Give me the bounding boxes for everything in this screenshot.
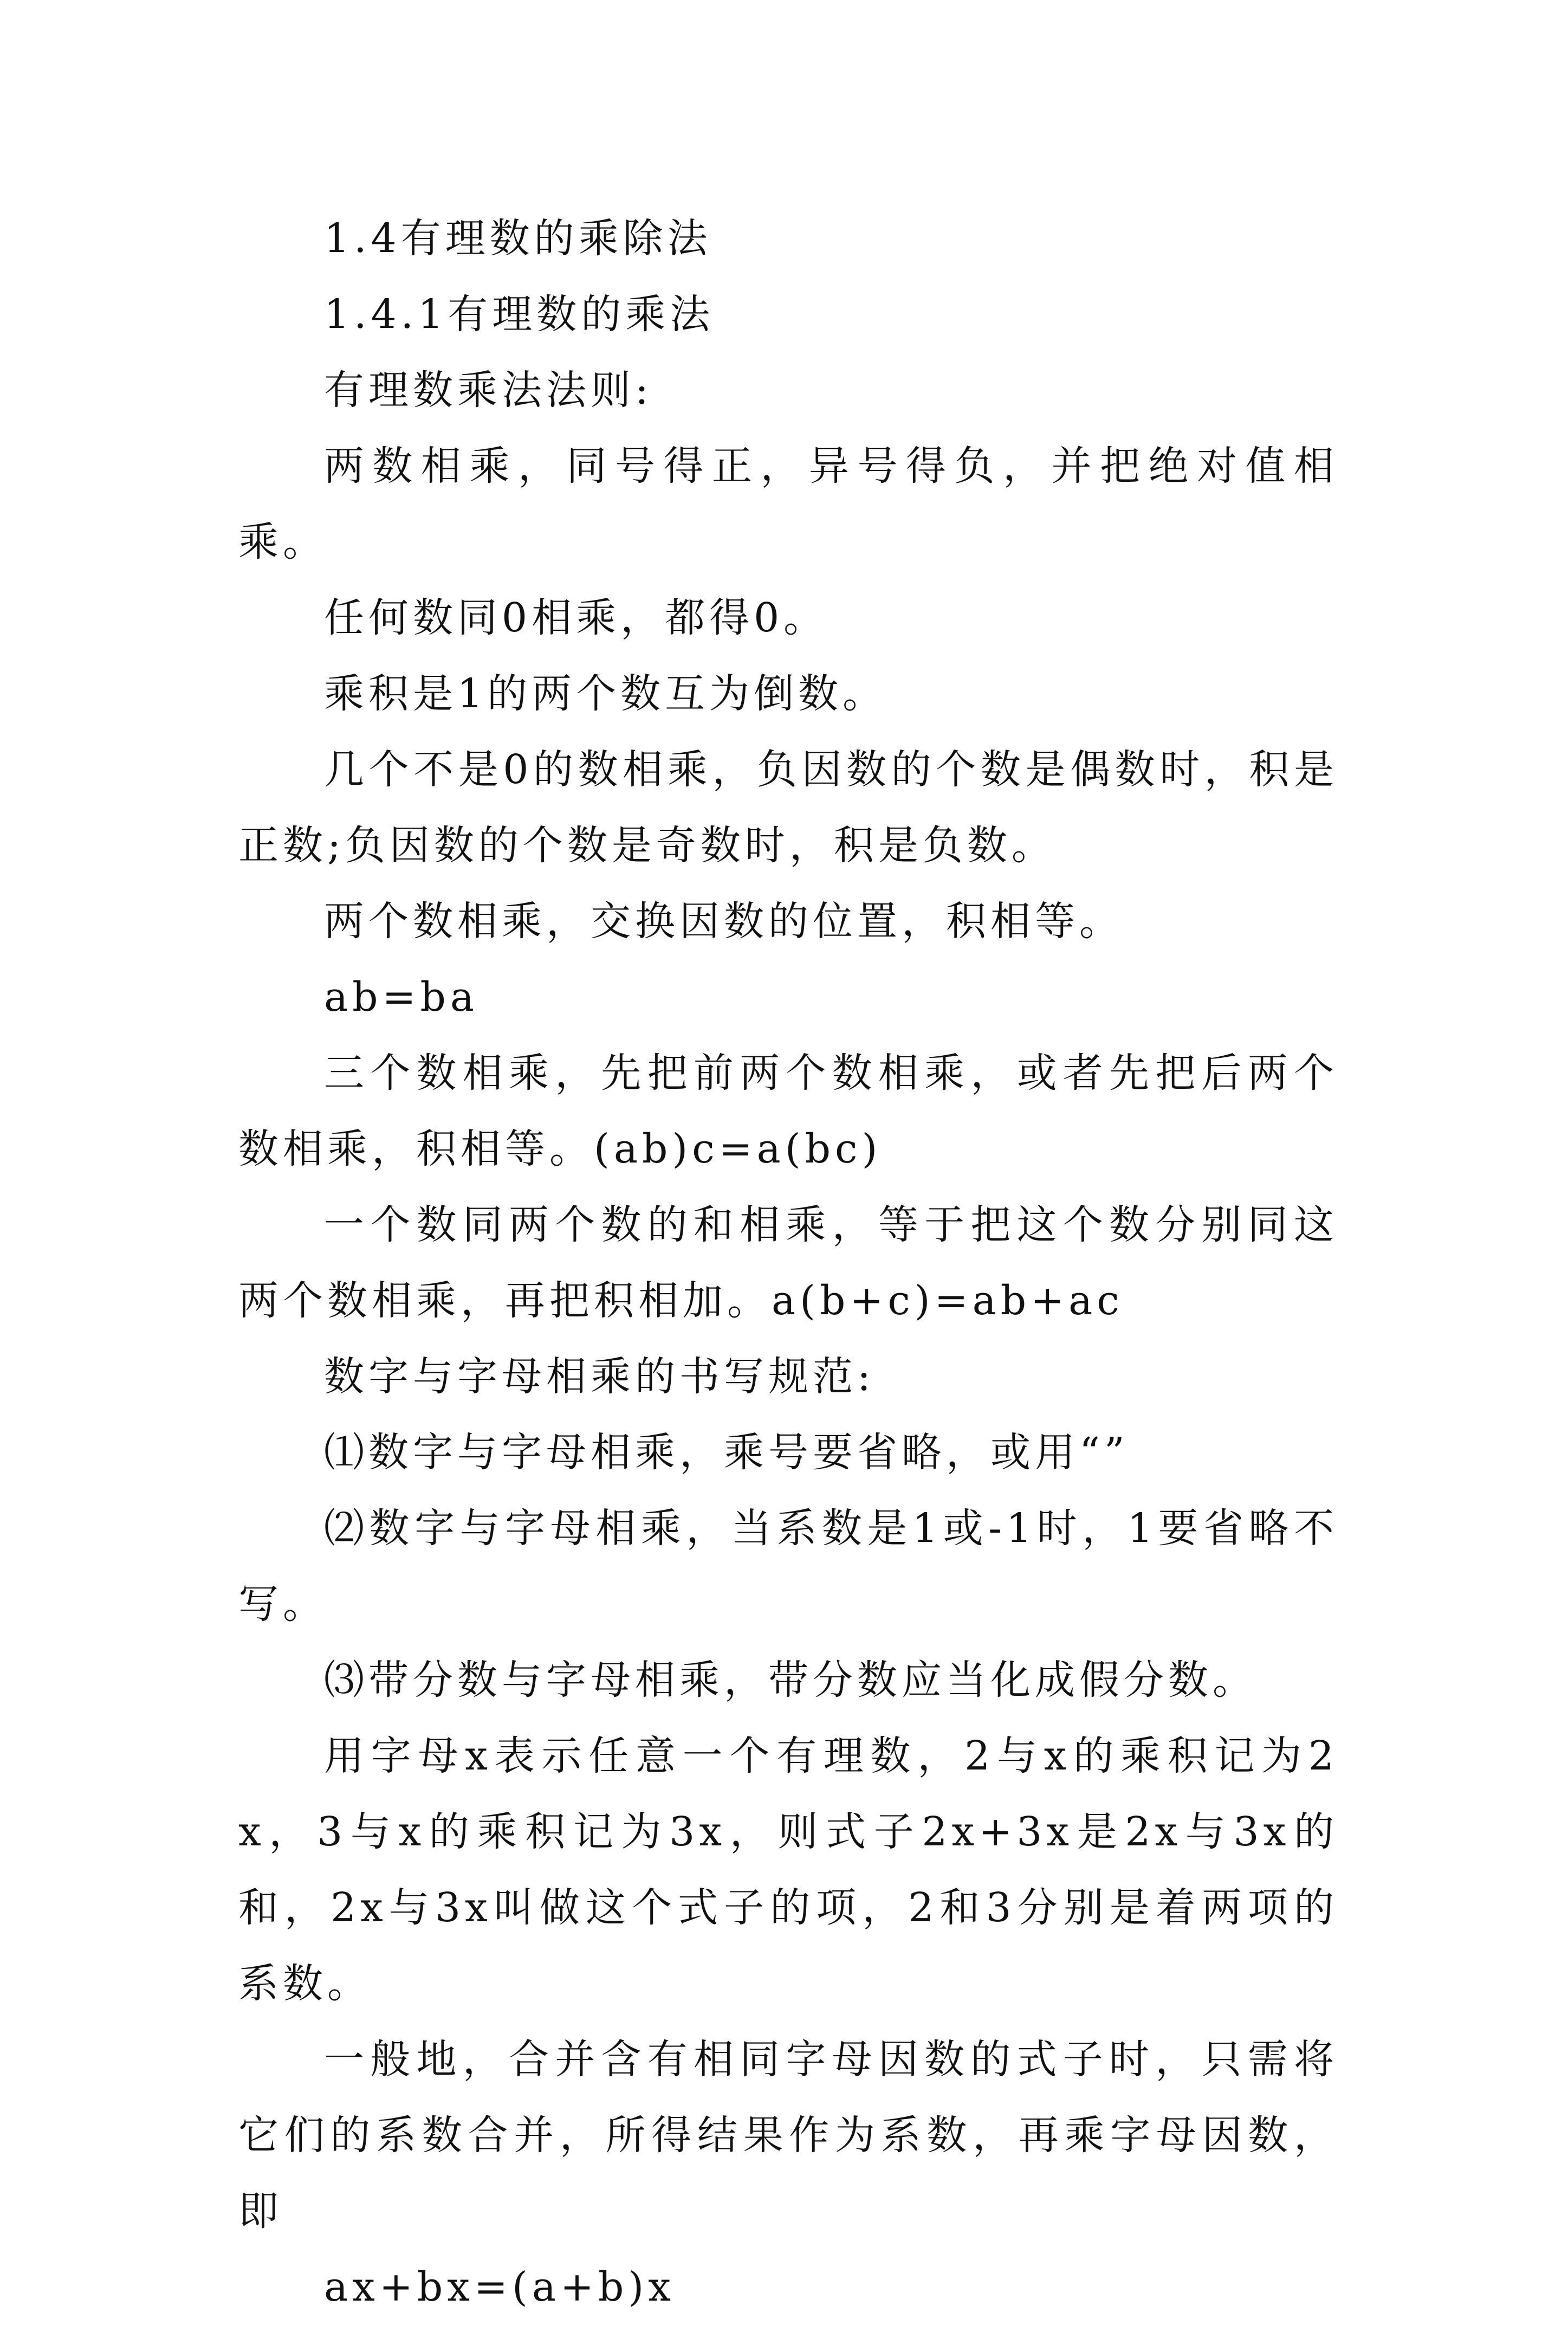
section-heading: 1.4有理数的乘除法 [324,215,712,262]
list-item: ⑵数字与字母相乘，当系数是1或-1时，1要省略不写。 [238,1505,1338,1628]
rule-title: 有理数乘法法则: [324,367,653,414]
paragraph: 用字母x表示任意一个有理数，2与x的乘积记为2x，3与x的乘积记为3x，则式子2x+3x是2x与3x的和，2x与3x叫做这个式子的项，2和3分别是着两项的系数。 [238,1733,1338,2007]
document-body [238,201,1338,2325]
paragraph: 两个数相乘，交换因数的位置，积相等。 [324,898,1124,945]
paragraph: 三个数相乘，先把前两个数相乘，或者先把后两个数相乘，积相等。(ab)c=a(bc) [238,1050,1338,1172]
paragraph: 两数相乘，同号得正，异号得负，并把绝对值相乘。 [238,443,1338,565]
paragraph: 几个不是0的数相乘，负因数的个数是偶数时，积是正数;负因数的个数是奇数时，积是负数。 [238,746,1338,869]
list-item: ⑴数字与字母相乘，乘号要省略，或用“” [324,1429,1129,1476]
formula-commutative: ab=ba [324,974,478,1021]
paragraph: 一个数同两个数的和相乘，等于把这个数分别同这两个数相乘，再把积相加。a(b+c)=ab+ac [238,1202,1338,1324]
rule-title: 数字与字母相乘的书写规范: [324,1353,875,1400]
formula-combine: ax+bx=(a+b)x [324,2264,675,2310]
subsection-heading: 1.4.1有理数的乘法 [324,291,715,338]
list-item: ⑶带分数与字母相乘，带分数应当化成假分数。 [324,1657,1257,1703]
paragraph: 任何数同0相乘，都得0。 [324,595,828,641]
paragraph: 乘积是1的两个数互为倒数。 [324,670,887,717]
paragraph: 一般地，合并含有相同字母因数的式子时，只需将它们的系数合并，所得结果作为系数，再乘字母因数，即 [238,2036,1338,2234]
